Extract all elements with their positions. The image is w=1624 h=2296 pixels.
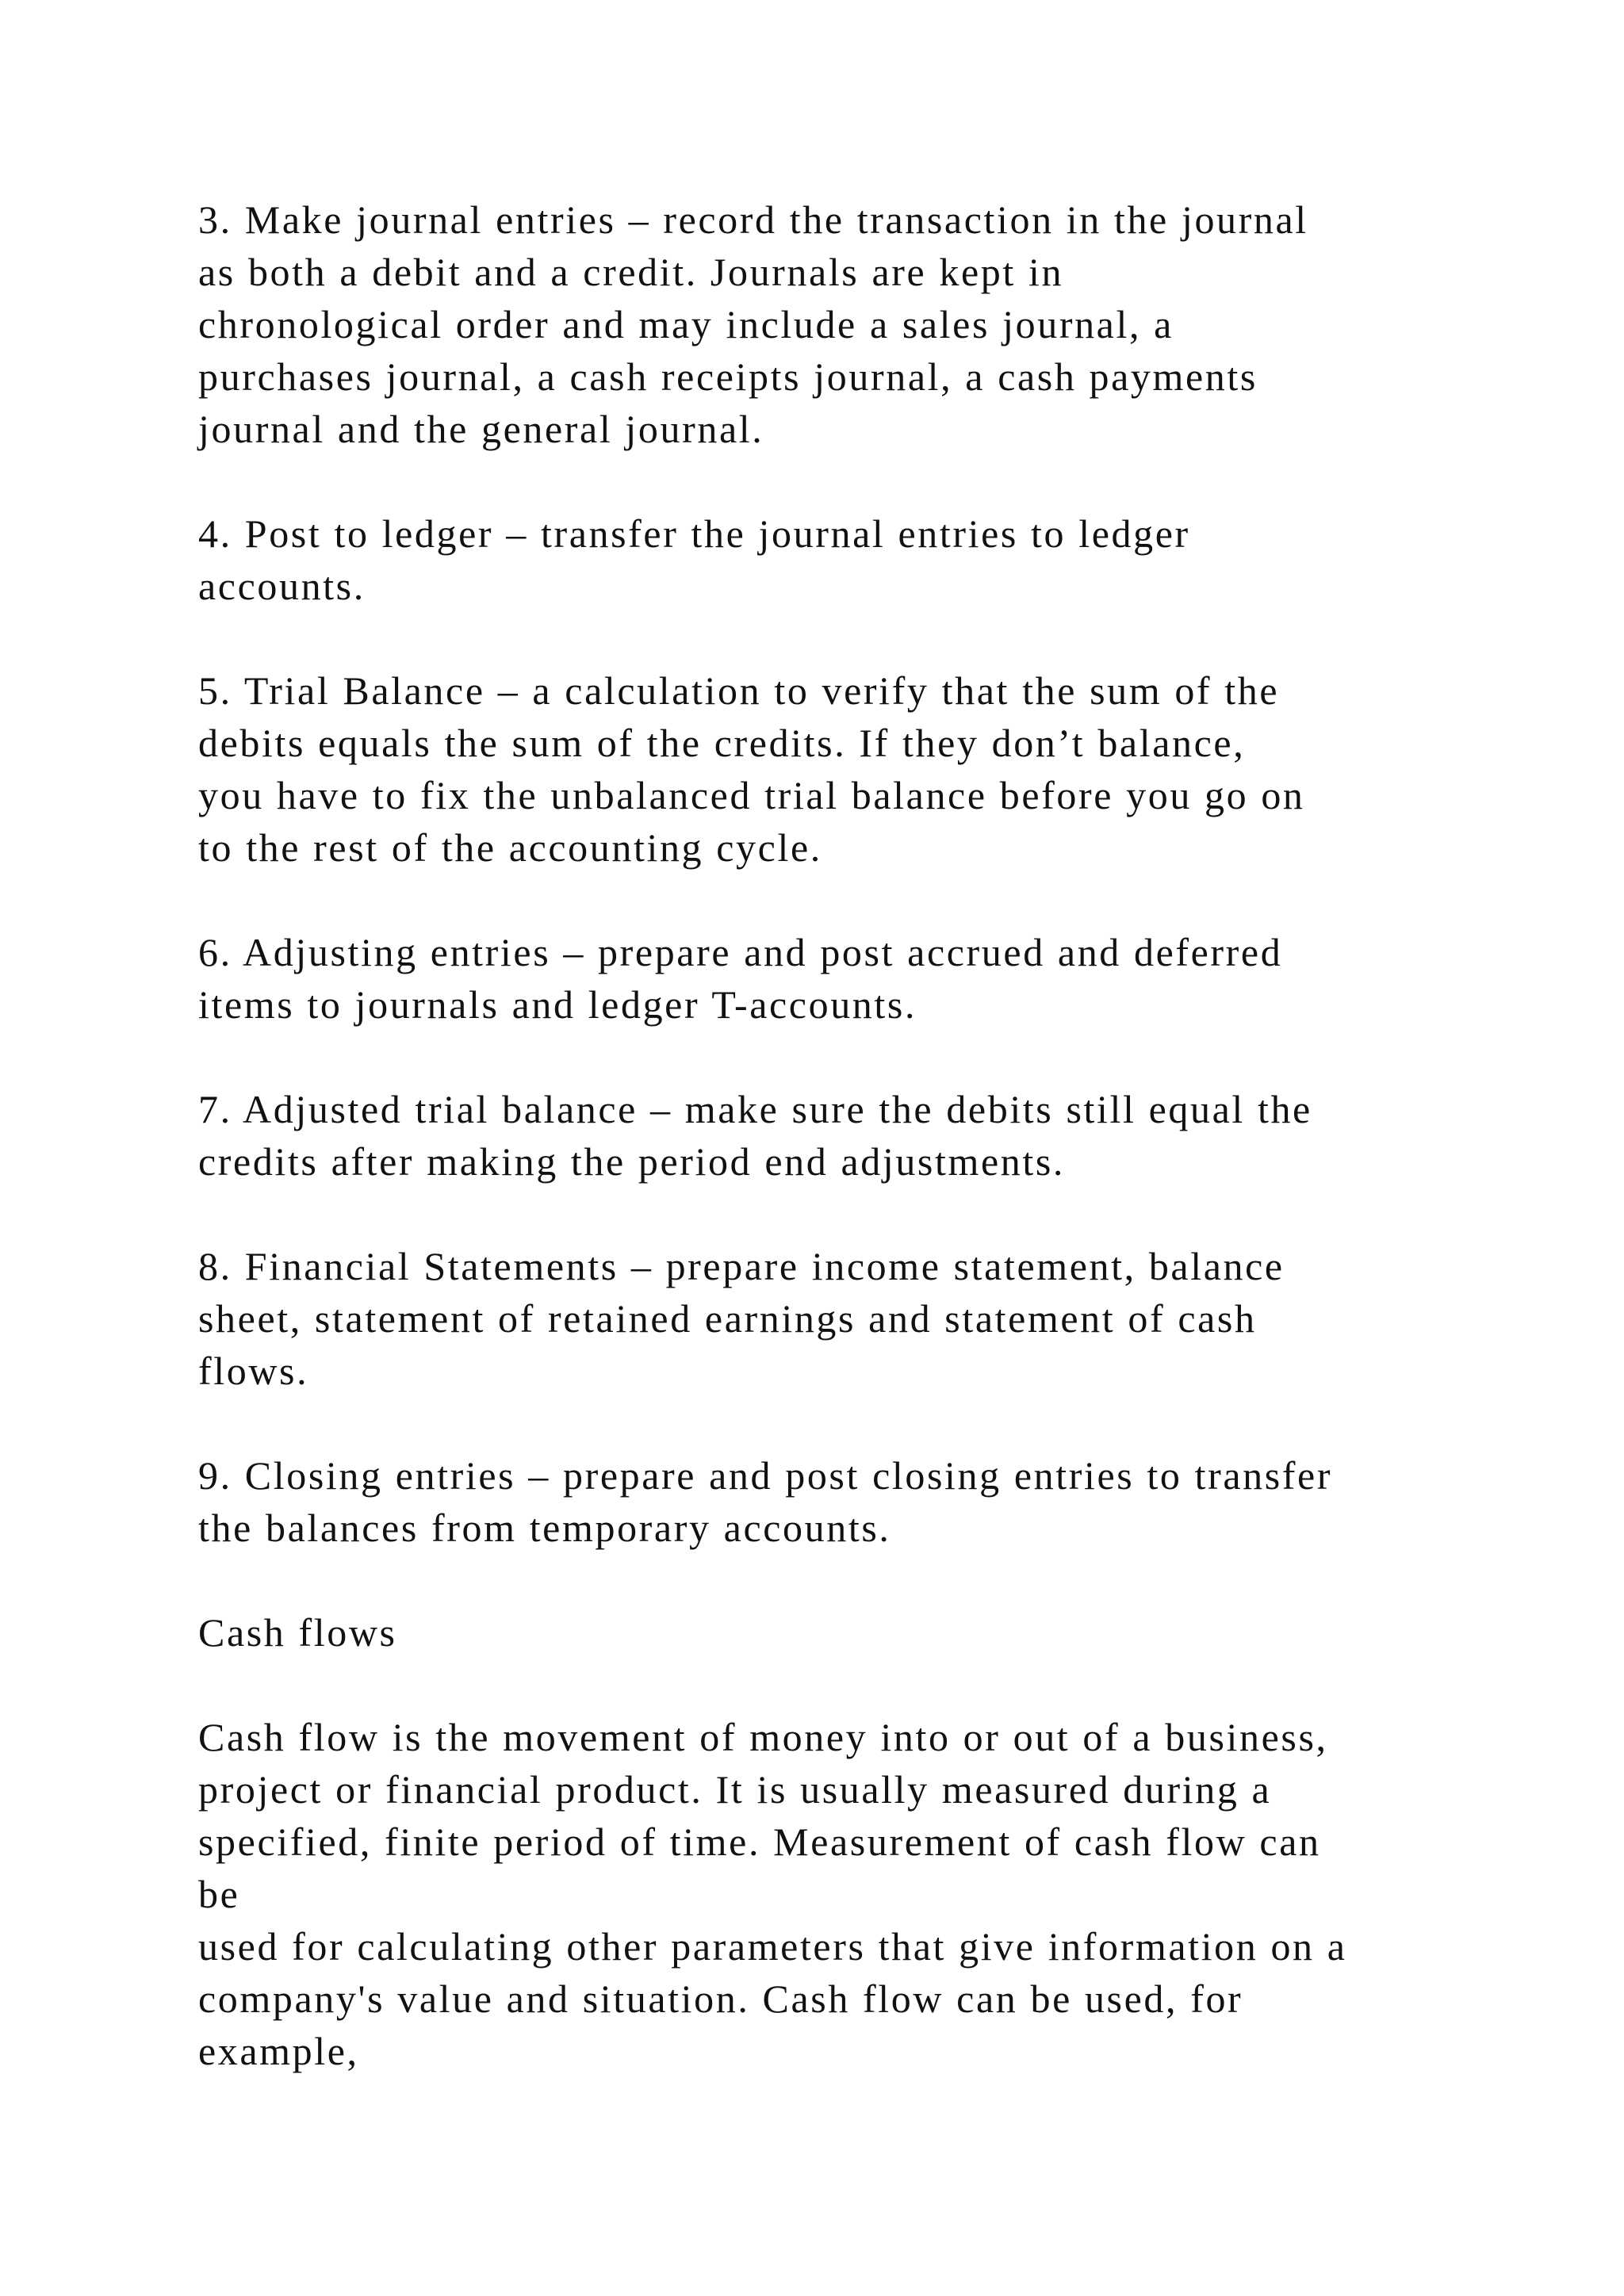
paragraph-step-5 [198, 664, 1499, 874]
text-line: you have to fix the unbalanced trial balance before you go on [198, 773, 1305, 817]
text-line: credits after making the period end adjustments. [198, 1139, 1066, 1184]
text-line: flows. [198, 1349, 309, 1393]
paragraph-step-7 [198, 1083, 1499, 1188]
text-line: 3. Make journal entries – record the transaction in the journal [198, 197, 1308, 242]
text-line: 5. Trial Balance – a calculation to verify that the sum of the [198, 668, 1280, 713]
paragraph-step-6 [198, 926, 1499, 1031]
text-line: purchases journal, a cash receipts journal, a cash payments [198, 354, 1258, 399]
text-line: example, [198, 2029, 359, 2073]
text-line: 6. Adjusting entries – prepare and post accrued and deferred [198, 930, 1283, 974]
text-line: project or financial product. It is usually measured during a [198, 1767, 1272, 1812]
document-body [198, 193, 1499, 2130]
paragraph-cash-flow-definition [198, 1711, 1499, 2077]
text-line: used for calculating other parameters that give information on a [198, 1924, 1347, 1969]
section-heading-cash-flows [198, 1606, 1499, 1659]
text-line: items to journals and ledger T-accounts. [198, 982, 917, 1027]
text-line: as both a debit and a credit. Journals are kept in [198, 250, 1064, 294]
text-line: to the rest of the accounting cycle. [198, 825, 822, 870]
paragraph-step-8 [198, 1240, 1499, 1397]
text-line: the balances from temporary accounts. [198, 1506, 891, 1550]
text-line: 9. Closing entries – prepare and post closing entries to transfer [198, 1453, 1333, 1498]
paragraph-step-3 [198, 193, 1499, 455]
paragraph-step-4 [198, 507, 1499, 612]
text-line: specified, finite period of time. Measurement of cash flow can [198, 1820, 1321, 1864]
text-line: 8. Financial Statements – prepare income statement, balance [198, 1244, 1285, 1288]
text-line: 4. Post to ledger – transfer the journal entries to ledger [198, 511, 1190, 556]
text-line: sheet, statement of retained earnings and statement of cash [198, 1296, 1257, 1341]
text-line: chronological order and may include a sales journal, a [198, 302, 1174, 346]
paragraph-step-9 [198, 1449, 1499, 1554]
text-line: 7. Adjusted trial balance – make sure the debits still equal the [198, 1087, 1312, 1131]
text-line: journal and the general journal. [198, 407, 764, 451]
text-line: Cash flow is the movement of money into or out of a business, [198, 1715, 1328, 1759]
heading-text: Cash flows [198, 1610, 397, 1655]
text-line: accounts. [198, 564, 366, 608]
text-line: company's value and situation. Cash flow can be used, for [198, 1976, 1243, 2021]
text-line: be [198, 1872, 240, 1916]
text-line: debits equals the sum of the credits. If they don’t balance, [198, 721, 1246, 765]
